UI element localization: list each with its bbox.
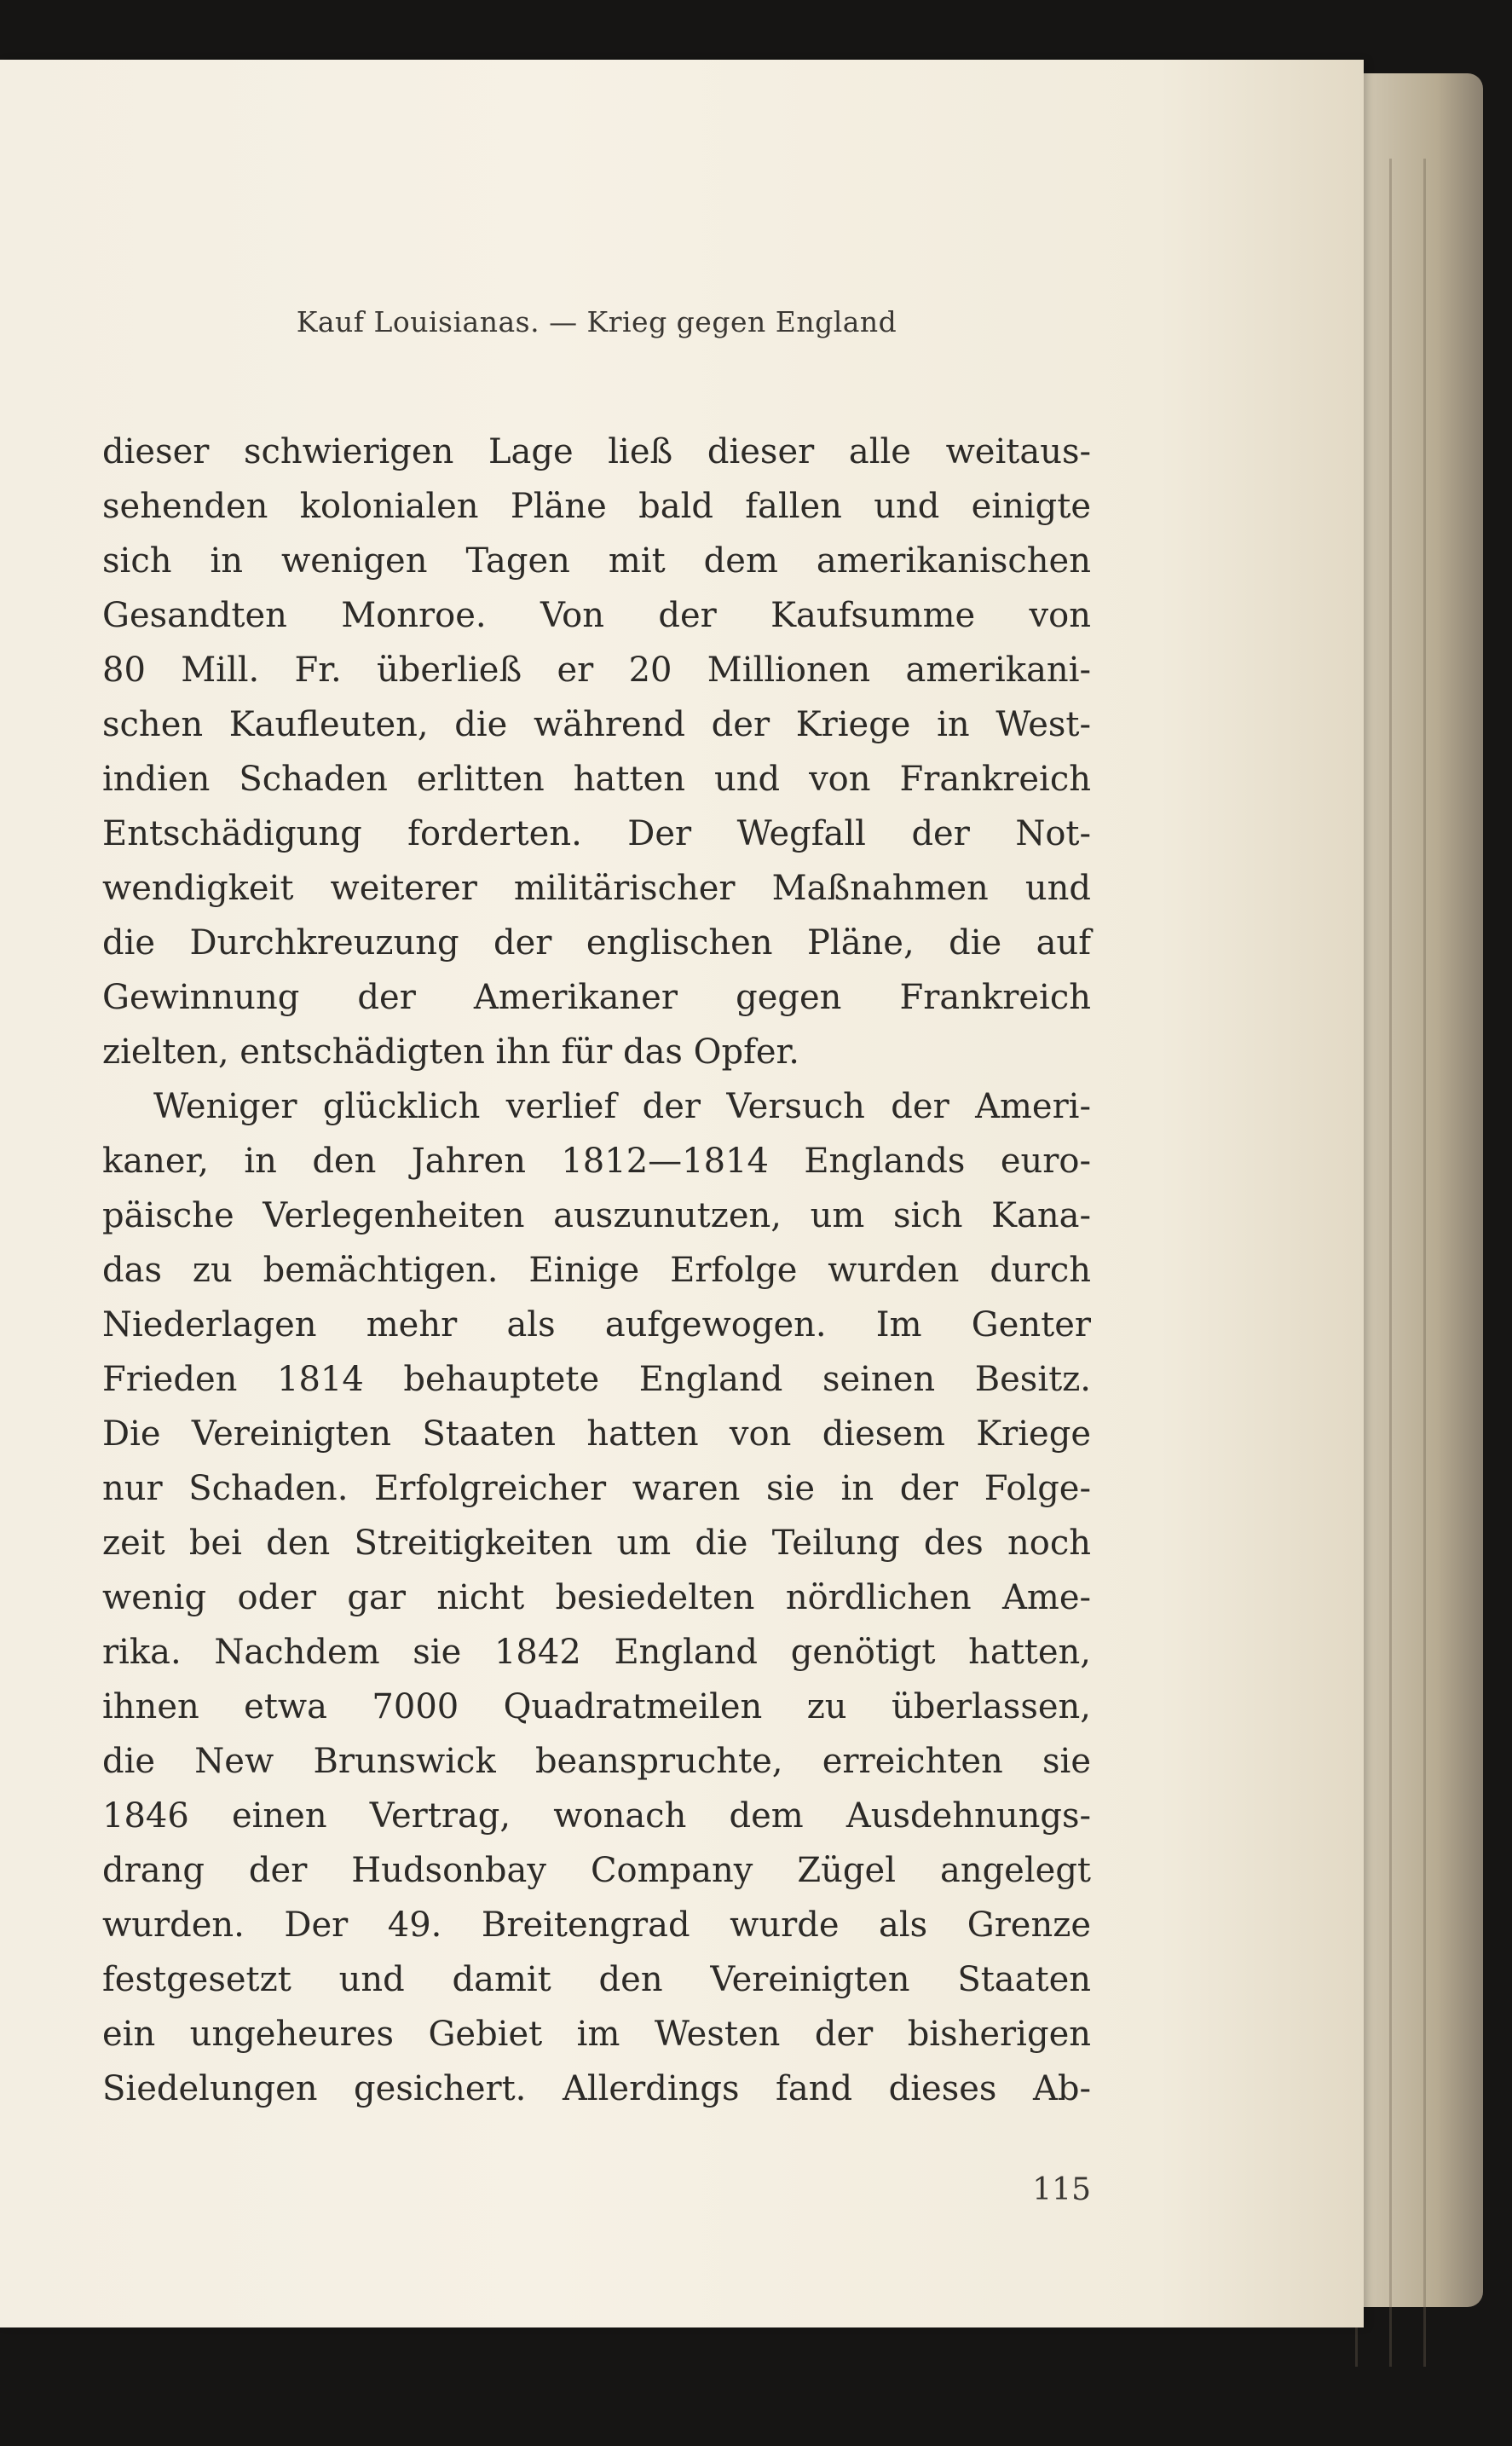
text-line: päische Verlegenheiten auszunutzen, um sich Kana- [102, 1196, 1091, 1235]
text-line: die Durchkreuzung der englischen Pläne, die auf [102, 923, 1091, 963]
page-edge-line [1389, 159, 1392, 2367]
text-line: ein ungeheures Gebiet im Westen der bisherigen [102, 2015, 1091, 2054]
running-head: Kauf Louisianas. — Krieg gegen England [296, 305, 897, 338]
text-line: sich in wenigen Tagen mit dem amerikanischen [102, 541, 1091, 581]
text-line: Siedelungen gesichert. Allerdings fand dieses Ab- [102, 2069, 1091, 2108]
text-line: kaner, in den Jahren 1812—1814 Englands euro- [102, 1142, 1091, 1181]
text-line: Gesandten Monroe. Von der Kaufsumme von [102, 596, 1091, 635]
page-edge-line [1423, 159, 1426, 2367]
text-line: festgesetzt und damit den Vereinigten Staaten [102, 1960, 1091, 1999]
text-line: Die Vereinigten Staaten hatten von diesem Kriege [102, 1414, 1091, 1454]
text-line: zeit bei den Streitigkeiten um die Teilung des noch [102, 1524, 1091, 1563]
text-line: wurden. Der 49. Breitengrad wurde als Grenze [102, 1905, 1091, 1945]
text-line: dieser schwierigen Lage ließ dieser alle weitaus- [102, 432, 1091, 471]
text-line: zielten, entschädigten ihn für das Opfer. [102, 1032, 799, 1072]
text-line: Frieden 1814 behauptete England seinen Besitz. [102, 1360, 1091, 1399]
text-line: Weniger glücklich verlief der Versuch der Ameri- [153, 1087, 1091, 1126]
text-line: wendigkeit weiterer militärischer Maßnahmen und [102, 869, 1091, 908]
text-line: Gewinnung der Amerikaner gegen Frankreich [102, 978, 1091, 1017]
text-line: nur Schaden. Erfolgreicher waren sie in der Folge- [102, 1469, 1091, 1508]
text-line: rika. Nachdem sie 1842 England genötigt hatten, [102, 1633, 1091, 1672]
text-line: 1846 einen Vertrag, wonach dem Ausdehnungs- [102, 1796, 1091, 1836]
text-line: sehenden kolonialen Pläne bald fallen und einigte [102, 487, 1091, 526]
text-line: 80 Mill. Fr. überließ er 20 Millionen amerikani- [102, 651, 1091, 690]
text-line: drang der Hudsonbay Company Zügel angelegt [102, 1851, 1091, 1890]
text-line: schen Kaufleuten, die während der Kriege in West- [102, 705, 1091, 744]
text-line: indien Schaden erlitten hatten und von Frankreich [102, 760, 1091, 799]
text-line: wenig oder gar nicht besiedelten nördlichen Ame- [102, 1578, 1091, 1617]
text-line: ihnen etwa 7000 Quadratmeilen zu überlassen, [102, 1687, 1091, 1726]
page-number: 115 [1032, 2172, 1091, 2207]
text-line: Niederlagen mehr als aufgewogen. Im Genter [102, 1305, 1091, 1344]
text-line: Entschädigung forderten. Der Wegfall der Not- [102, 814, 1091, 853]
text-line: das zu bemächtigen. Einige Erfolge wurden durch [102, 1251, 1091, 1290]
book-page [0, 60, 1364, 2327]
text-line: die New Brunswick beanspruchte, erreichten sie [102, 1742, 1091, 1781]
